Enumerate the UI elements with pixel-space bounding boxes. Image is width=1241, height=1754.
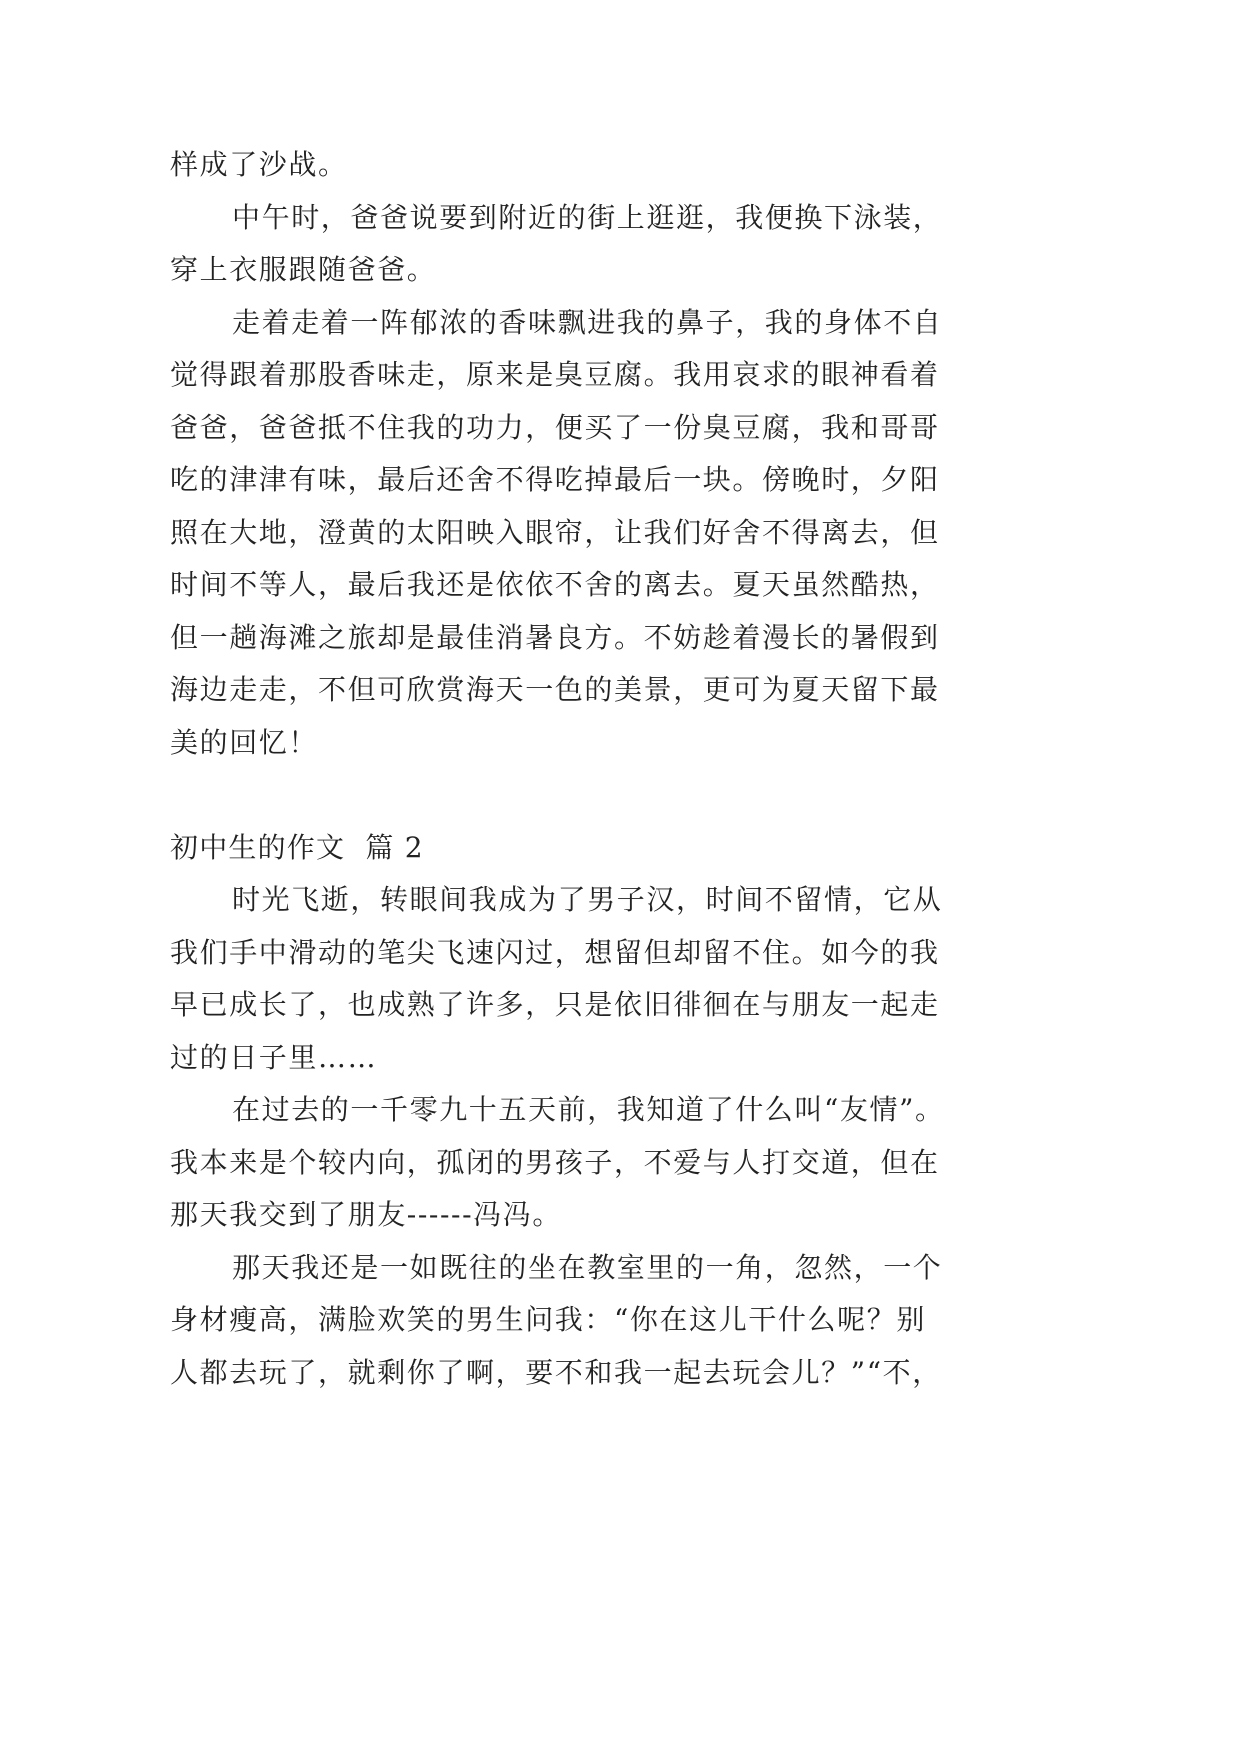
text-line: 人都去玩了，就剩你了啊，要不和我一起去玩会儿？”“不， <box>170 1355 942 1389</box>
text-line: 觉得跟着那股香味走，原来是臭豆腐。我用哀求的眼神看着 <box>170 358 940 391</box>
text-line: 照在大地，澄黄的太阳映入眼帘，让我们好舍不得离去，但 <box>170 515 940 549</box>
paragraph <box>170 139 990 192</box>
text-line: 身材瘦高，满脸欢笑的男生问我：“你在这儿干什么呢？别 <box>170 1303 926 1336</box>
section-heading: 初中生的作文 篇 2 <box>170 830 424 864</box>
text-line: 吃的津津有味，最后还舍不得吃掉最后一块。傍晚时，夕阳 <box>170 463 940 496</box>
text-line: 爸爸，爸爸抵不住我的功力，便买了一份臭豆腐，我和哥哥 <box>170 410 940 444</box>
text-line: 但一趟海滩之旅却是最佳消暑良方。不妨趁着漫长的暑假到 <box>170 620 940 654</box>
text-line: 那天我交到了朋友------冯冯。 <box>170 1198 562 1231</box>
paragraph <box>170 1242 990 1400</box>
text-line: 中午时，爸爸说要到附近的街上逛逛，我便换下泳装， <box>232 200 943 234</box>
text-line: 样成了沙战。 <box>170 148 348 181</box>
text-line: 早已成长了，也成熟了许多，只是依旧徘徊在与朋友一起走 <box>170 988 940 1021</box>
text-line: 时间不等人，最后我还是依依不舍的离去。夏天虽然酷热， <box>170 568 940 601</box>
text-line: 海边走走，不但可欣赏海天一色的美景，更可为夏天留下最 <box>170 673 940 706</box>
text-line: 美的回忆！ <box>170 725 319 759</box>
document-page <box>170 139 990 1399</box>
paragraph <box>170 874 990 1084</box>
text-line: 时光飞逝，转眼间我成为了男子汉，时间不留情，它从 <box>232 883 943 916</box>
paragraph <box>170 297 990 770</box>
text-line: 我本来是个较内向，孤闭的男孩子，不爱与人打交道，但在 <box>170 1145 940 1179</box>
text-line: 在过去的一千零九十五天前，我知道了什么叫“友情”。 <box>232 1093 945 1126</box>
paragraph <box>170 192 990 297</box>
text-line: 那天我还是一如既往的坐在教室里的一角，忽然，一个 <box>232 1250 943 1284</box>
paragraph <box>170 1084 990 1242</box>
text-line: 我们手中滑动的笔尖飞速闪过，想留但却留不住。如今的我 <box>170 935 940 969</box>
text-line: 走着走着一阵郁浓的香味飘进我的鼻子，我的身体不自 <box>232 305 943 339</box>
blank-line <box>170 769 990 822</box>
text-line: 穿上衣服跟随爸爸。 <box>170 253 437 286</box>
text-line: 过的日子里…… <box>170 1040 378 1074</box>
